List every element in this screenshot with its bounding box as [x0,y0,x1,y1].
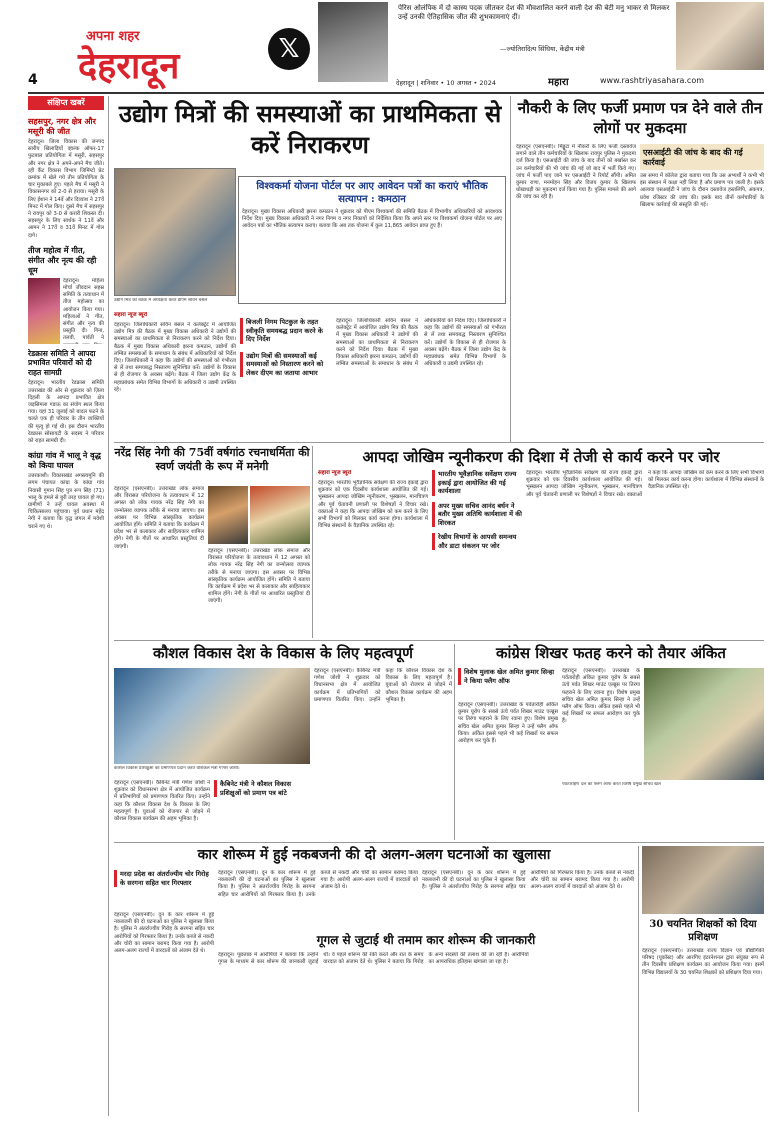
lead-body: देहरादून। जिलाधिकारी सविन बंसल ने कलेक्ट्रेट में आयोजित उद्योग मित्र की बैठक में मुख्य विकास अधिकारी ने उद्योगों की समस्याओं का प्राथमिकता से निराकरण करने को निर्देश दिया। बैठक में मुख्य विकास अधिकारी झरना कमठान, उद्योगों की लम्बित समस्याओं के समाधान के संबंध में अधिकारियों को निर्देश दिए। जिलाधिकारी ने कहा कि उद्योगों की समस्याओं को गंभीरता से लें तथा समयबद्ध निस्तारण सुनिश्चित करें। उद्योगों के विकास से ही रोजगार के अवसर बढ़ेंगे। बैठक में जिला उद्योग केंद्र के महाप्रबंधक समेत विभिन्न विभागों के अधिकारी व उद्यमी उपस्थित रहे। [114,322,236,393]
brief-column [28,114,104,1114]
ankit-bullet [458,668,558,685]
disaster-body-cont: देहरादून। भारतीय भूवैज्ञानिक सर्वेक्षण की राज्य इकाई द्वारा शुक्रवार को एक दिवसीय कार्यशाला आयोजित की गई। भूस्खलन आपदा जोखिम न्यूनीकरण, भूस्खलन, मानचित्रण और पूर्व चेतावनी प्रणाली पर विशेषज्ञों ने विचार रखे। वक्ताओं ने कहा कि आपदा जोखिम को कम करने के लिए सभी विभागों को मिलकर कार्य करना होगा। कार्यशाला में विभिन्न संस्थानों के वैज्ञानिक उपस्थित रहे। [526,470,764,498]
brief-2-body: देहरादून। महिला मोर्चा जीवदान सहस्र समिति के तत्वाधान में तीज महोत्सव का आयोजन किया गया। महिलाओं ने गीत, संगीत और नृत्य की प्रस्तुति दी। गिना, तलवी, पार्वती ने [63,277,104,342]
masthead [0,0,768,92]
ankit-photo [644,668,764,780]
disaster-byline: सहारा न्यूज ब्यूरो [318,470,352,476]
showroom-bullet-1: मरदा प्रदेश का अंतर्राज्यीय चोर गिरोह के सरगना सहित चार गिरफ्तार [114,870,214,887]
lead-bullet-1: बिजली निगम पिटकुल के तहत स्वीकृति समयबद्ध प्रदान करने के दिए निर्देश [240,318,330,344]
brief-1-body: देहरादून। जिला विकास की जनपद स्तरीय खिलाड़ियों व्हाल्क ऑफर-17 फुटबाल प्रतियोगिता में मसूरी, सहसपुर और नगर क्षेत्र ने अपने-अपने मैच जीते। रही कैंट विकास विभाग जिमिंग्टो प्रेट क्रमांक में खेले गये तीन प्रतियोगिता के चार मुकाबले हुए। पहले मैच में मसूरी ने विकासनगर को 2-0 से हराया। मसूरी के लिए ईशान ने 14वें और दिव्यांश ने 27वें मिनट में गोल किए। दूसरे मैच में सहसपुर ने रायपुर को 3-0 से करारी शिकस्त दी। सहसपुर के लिए सार्थक ने 11वें और आमन ने 17वें व 31वें मिनट में गोल दागे। [28,139,104,239]
showroom-bullet [114,870,214,887]
brief-2-head: तीज महोत्व में गीत, संगीत और नृत्य की रही धूम [28,244,97,275]
quote-photo-right [676,2,764,70]
ankit-body-cont: देहरादून (एसएनबी)। उत्तराखंड के पर्वतारोही अंकित कुमार यूरोप के सबसे ऊंचे पर्वत शिखर माउंट एल्ब्रुस पर तिरंगा फहराने के लिए रवाना हुए। विशेष प्रमुख सचिव खेल अमित कुमार सिन्हा ने उन्हें फ्लैग ऑफ किया। अंकित इससे पहले भी कई शिखरों पर सफल आरोहण कर चुके हैं। [562,668,640,725]
inset-box [238,176,506,304]
disaster-bullet-1: भारतीय भूवैज्ञानिक सर्वेक्षण राज्य इकाई द्वारा आयोजित की गई कार्यशाला [432,470,522,496]
disaster-bullets [432,470,522,550]
quote-author: —ज्योतिरादित्य सिंधिया, केंद्रीय मंत्री [500,45,585,53]
brief-4-head: कांग्रा गांव में भालू ने वृद्ध को किया घायल [28,450,101,471]
brand-logo [66,24,256,90]
showroom-body: देहरादून (एसएनबी)। दून के कार शोरूम में हुई नकबजनी की दो घटनाओं का पुलिस ने खुलासा किया है। पुलिस ने अंतर्राज्यीय गिरोह के सरगना सहित चार आरोपियों को गिरफ्तार किया है। उनके कब्जे से नकदी और चोरी का सामान बरामद किया गया है। आरोपी अलग-अलग राज्यों में वारदातों को अंजाम देते थे। [114,912,214,955]
disaster-bullet-3: रेखीय विभागों के आपसी समन्वय और डाटा संकलन पर जोर [432,533,522,550]
negi-headline: नरेंद्र सिंह नेगी की 75वीं वर्षगांठ रचनाधर्मिता की स्वर्ण जयंती के रूप में मनेगी [114,446,310,473]
brand-big: देहरादून [78,45,180,87]
lead-bullet-2: उद्योग मित्रों की समस्याओं कई समस्याओं को निस्तारण करने को लेकर दीएम का जताया आभार [240,352,330,378]
skill-headline: कौशल विकास देश के विकास के लिए महत्वपूर्ण [152,644,414,662]
brief-3-head: रेडक्रास समिति ने आपदा प्रभावित परिवारों को दी राहत सामग्री [28,348,96,377]
right-top-box-body: उस समय में कॉलेज द्वारा बताया गया कि उस अभ्यर्थी ने कभी भी इस संस्थान में कक्षा नहीं लिया है और प्रमाण पत्र जाली है। इसके आलावा एसआईटी ने जांच के दौरान दस्तावेज हस्तलिपि, अंकपत्र, प्रवेश रजिस्टर की जांच की। इसके बाद तीनों कर्मचारियों के खिलाफ कार्रवाई की संस्तुति की गई। [640,173,764,208]
skill-caption: कौशल विकास प्रशिक्षुओं को प्रमाणपत्र प्रदान करते वैशिकेल मंत्री गणेश जोशी। [114,766,240,771]
ankit-headline: कांग्रेस शिखर फतह करने को तैयार अंकित [496,644,726,662]
negi-photo [208,486,248,544]
inset-body: देहरादून। मुख्य विकास अधिकारी झरना कमठान ने शुक्रवार को पीएम विश्वकर्मा की समिति बैठक में विभागीय अधिकारियों को आवश्यक निर्देश दिए। मुख्य विकास अधिकारी ने नगर निगम व नगर निकायों को निर्देशित किया कि अपने स्तर पर विश्वकर्मा योजना पोर्टल पर आए आवेदन पत्रों का भौतिक सत्यापन कराएं। बताया कि अब तक योजना में कुल 11,865 आवेदन प्राप्त हुए हैं। [242,209,502,230]
brief-1-head: सहसपुर, नगर क्षेत्र और मसूरी की जीत [28,116,96,136]
showroom-body-cont: देहरादून (एसएनबी)। दून के कार शोरूम में हुई नकबजनी की दो घटनाओं का पुलिस ने खुलासा किया है। पुलिस ने अंतर्राज्यीय गिरोह के सरगना सहित चार आरोपियों को गिरफ्तार किया है। उनके कब्जे से नकदी और चोरी का सामान बरामद किया गया है। आरोपी अलग-अलग राज्यों में वारदातों को अंजाम देते थे। [218,870,418,898]
right-top-headline: नौकरी के लिए फर्जी प्रमाण पत्र देने वाले तीन लोगों पर मुकदमा [517,99,763,137]
skill-photo [114,668,310,764]
google-body: देहरादून। पूछताछ में आरोपियों ने बताया कि उन्होंने गूगल के माध्यम से कार शोरूम की जानकारी जुटाई थी। वे पहले शोरूम की रेकी करते और रात के समय वारदात को अंजाम देते थे। पुलिस ने बताया कि गिरोह के अन्य सदस्यों की तलाश की जा रही है। आरोपियों का आपराधिक इतिहास खंगाला जा रहा है। [218,952,529,966]
skill-bullet [214,780,310,797]
right-top-box [640,144,764,440]
skill-body-cont: देहरादून (एसएनबी)। कैबिनेट मंत्री गणेश जोशी ने शुक्रवार को विधानसभा क्षेत्र में आयोजित कार्यक्रम में प्रतिभागियों को प्रमाणपत्र वितरित किए। उन्होंने कहा कि कौशल विकास देश के विकास के लिए महत्वपूर्ण है। युवाओं को रोजगार से जोड़ने में कौशल विकास कार्यक्रम की अहम भूमिका है। [114,780,210,823]
skill-body: देहरादून (एसएनबी)। कैबिनेट मंत्री गणेश जोशी ने शुक्रवार को विधानसभा क्षेत्र में आयोजित कार्यक्रम में प्रतिभागियों को प्रमाणपत्र वितरित किए। उन्होंने कहा कि कौशल विकास देश के विकास के लिए महत्वपूर्ण है। युवाओं को रोजगार से जोड़ने में कौशल विकास कार्यक्रम की अहम भूमिका है। [314,668,452,703]
paper-name: महारा [548,77,569,88]
google-headline: गूगल से जुटाई थी तमाम कार शोरूम की जानकारी [316,933,536,947]
negi-photo-2 [250,486,310,544]
header-quote: पेरिस ओलंपिक में दो कास्य पदक जीतकर देश की मौवशालित करने वाली देश की बेटी मनु भाकर से मिलकर उन्हें उनकी ऐतिहासिक जीत की शुभकामनाएं दीं। [398,4,670,21]
skill-bullet-1: कैबिनेट मंत्री ने कौशल विकास प्रशिक्षुओं को प्रमाण पत्र बांटे [214,780,310,797]
brief-section-title: संक्षिप्त खबरें [28,96,104,110]
inset-headline: विश्वकर्मा योजना पोर्टल पर आए आवेदन पत्रों का कराएं भौतिक सत्यापन : कमठान [256,181,488,205]
negi-body-cont: देहरादून (एसएनबी)। उत्तराखंड लोक समाज और विरासत परियोजना के तत्वावधान में 12 अगस्त को लोक गायक नरेंद्र सिंह नेगी का जन्मोत्सव व्यापक तरीके से मनाया जाएगा। इस अवसर पर विभिन्न सांस्कृतिक कार्यक्रम आयोजित होंगे। समिति ने बताया कि कार्यक्रम में प्रदेश भर से कलाकार और साहित्यकार शामिल होंगे। नेगी के गीतों पर आधारित प्रस्तुतियां दी जाएंगी। [208,548,310,605]
page-number: 4 [28,72,38,88]
ankit-bullet-1: विशेष मुलाक खेल अमित कुमार सिन्हा ने किया फ्लैग ऑफ [458,668,558,685]
ankit-caption: पर्वतारोहण दल को फ्लैग ऑफ करते विशेष प्रमुख सचिव खेल [562,782,661,787]
teachers-headline: 30 चयनित शिक्षकों को दिया प्रशिक्षण [649,919,757,943]
lead-body-cont: देहरादून। जिलाधिकारी सविन बंसल ने कलेक्ट्रेट में आयोजित उद्योग मित्र की बैठक में मुख्य विकास अधिकारी ने उद्योगों की समस्याओं का प्राथमिकता से निराकरण करने को निर्देश दिया। बैठक में मुख्य विकास अधिकारी झरना कमठान, उद्योगों की लम्बित समस्याओं के समाधान के संबंध में अधिकारियों को निर्देश दिए। जिलाधिकारी ने कहा कि उद्योगों की समस्याओं को गंभीरता से लें तथा समयबद्ध निस्तारण सुनिश्चित करें। उद्योगों के विकास से ही रोजगार के अवसर बढ़ेंगे। बैठक में जिला उद्योग केंद्र के महाप्रबंधक समेत विभिन्न विभागों के अधिकारी व उद्यमी उपस्थित रहे। [336,318,506,368]
brand-small: अपना शहर [86,29,140,44]
disaster-bullet-2: अपर मुख्य सचिव आनंद बर्धन ने बतौर मुख्य अतिथि कार्यशाला में की शिरकत [432,502,522,528]
website: www.rashtriyasahara.com [600,76,705,85]
brief-2-photo [28,278,60,344]
showroom-headline: कार शोरूम में हुई नकबजनी की दो अलग-अलग घटनाओं का खुलासा [197,847,551,863]
teachers-photo [642,846,764,914]
brief-3-body: देहरादून। भारतीय रेडक्रास समिति उत्तराखंड की ओर से शुक्रवार को ज़िला दिहली के आपदा प्रभावित क्षेत्र जड़सिमला गडाऊ का संयोग स्थल किया गया। यहां 31 जुलाई को बादल फटने के चलते एक ही परिवार के तीन व्यक्तियों की मृत्यु हो गई थी। इस दौरान भारतीय रेडक्रास सोसायटी के सदस्य ने परिवार को राहत सामग्री दी। [28,380,104,444]
disaster-headline: आपदा जोखिम न्यूनीकरण की दिशा में तेजी से कार्य करने पर जोर [362,448,720,466]
x-logo-icon: 𝕏 [268,28,310,70]
disaster-body: देहरादून। भारतीय भूवैज्ञानिक सर्वेक्षण की राज्य इकाई द्वारा शुक्रवार को एक दिवसीय कार्यशाला आयोजित की गई। भूस्खलन आपदा जोखिम न्यूनीकरण, भूस्खलन, मानचित्रण और पूर्व चेतावनी प्रणाली पर विशेषज्ञों ने विचार रखे। वक्ताओं ने कहा कि आपदा जोखिम को कम करने के लिए सभी विभागों को मिलकर कार्य करना होगा। कार्यशाला में विभिन्न संस्थानों के वैज्ञानिक उपस्थित रहे। [318,480,428,530]
lead-headline: उद्योग मित्रों की समस्याओं का प्राथमिकता से करें निराकरण [118,99,502,159]
right-top-body: देहरादून (एसएनबी)। मिड्ढूटा में नौकरी के लिए फर्जी दस्तावेज लगाने वाले तीन कर्मचारियों के खिलाफ रायपुर पुलिस ने मुकदमा दर्ज किया है। एसआईटी की जांच के बाद तीनों को बर्खास्त कर उन कर्मचारियों की भी जांच की गई जो बाद में भर्ती किये गए। जांच में फर्जी पाए जाने पर एसआईटी ने रिपोर्ट सौंपी। अमित कुमार राणा, मनमोहन सिंह और विजय कुमार के खिलाफ धोखाधड़ी का मुकदमा दर्ज किया गया है। पुलिस मामले की आगे की जांच कर रही है। [516,144,636,201]
lead-byline: सहारा न्यूज ब्यूरो [114,312,148,318]
dateline: देहरादून | शनिवार • 10 अगस्त • 2024 [396,79,496,87]
negi-body: देहरादून (एसएनबी)। उत्तराखंड लोक समाज और विरासत परियोजना के तत्वावधान में 12 अगस्त को लोक गायक नरेंद्र सिंह नेगी का जन्मोत्सव व्यापक तरीके से मनाया जाएगा। इस अवसर पर विभिन्न सांस्कृतिक कार्यक्रम आयोजित होंगे। समिति ने बताया कि कार्यक्रम में प्रदेश भर से कलाकार और साहित्यकार शामिल होंगे। नेगी के गीतों पर आधारित प्रस्तुतियां दी जाएंगी। [114,486,204,550]
ankit-body: देहरादून (एसएनबी)। उत्तराखंड के पर्वतारोही अंकित कुमार यूरोप के सबसे ऊंचे पर्वत शिखर माउंट एल्ब्रुस पर तिरंगा फहराने के लिए रवाना हुए। विशेष प्रमुख सचिव खेल अमित कुमार सिन्हा ने उन्हें फ्लैग ऑफ किया। अंकित इससे पहले भी कई शिखरों पर सफल आरोहण कर चुके हैं। [458,702,558,745]
lead-photo [114,168,236,296]
showroom-body-cont-2: देहरादून (एसएनबी)। दून के कार शोरूम में हुई नकबजनी की दो घटनाओं का पुलिस ने खुलासा किया है। पुलिस ने अंतर्राज्यीय गिरोह के सरगना सहित चार आरोपियों को गिरफ्तार किया है। उनके कब्जे से नकदी और चोरी का सामान बरामद किया गया है। आरोपी अलग-अलग राज्यों में वारदातों को अंजाम देते थे। [422,870,634,891]
teachers-body: देहरादून (एसएनबी)। उत्तराखंड राज्य विज्ञान एवं प्रौद्योगिकी परिषद (यूकॉस्ट) और आरगिए इंटरनेशनल द्वारा संयुक्त रूप से तीन दिवसीय प्रशिक्षण कार्यक्रम का आयोजन किया गया। इसमें विभिन्न विद्यालयों के 30 चयनित शिक्षकों को प्रशिक्षण दिया गया। [642,948,764,976]
brief-4-body: उत्तरकाशी। विकासखंड अगस्त्यमुनि की लगम पंचायत कांग्रा के कांग्रा गांव निवासी गुमान सिंह पुत्र रूप सिंह (71) भालू के हमले से बुरी तरह घायल हो गए। ग्रामीणों ने उन्हें घायल अवस्था में चिकित्सालय पहुंचाया। पूर्व प्रधान महेंद्र नेगी ने बताया कि वृद्ध जंगल में मवेशी चराने गए थे। [28,473,104,530]
quote-photo [318,2,388,82]
lead-photo-caption: उद्योग मित्र की बैठक में अध्यक्षता करते डीएम सविन बंसल [114,298,208,303]
right-top-box-head: एसआईटी की जांच के बाद की गई कार्रवाई [640,144,764,170]
lead-bullets [240,318,330,377]
